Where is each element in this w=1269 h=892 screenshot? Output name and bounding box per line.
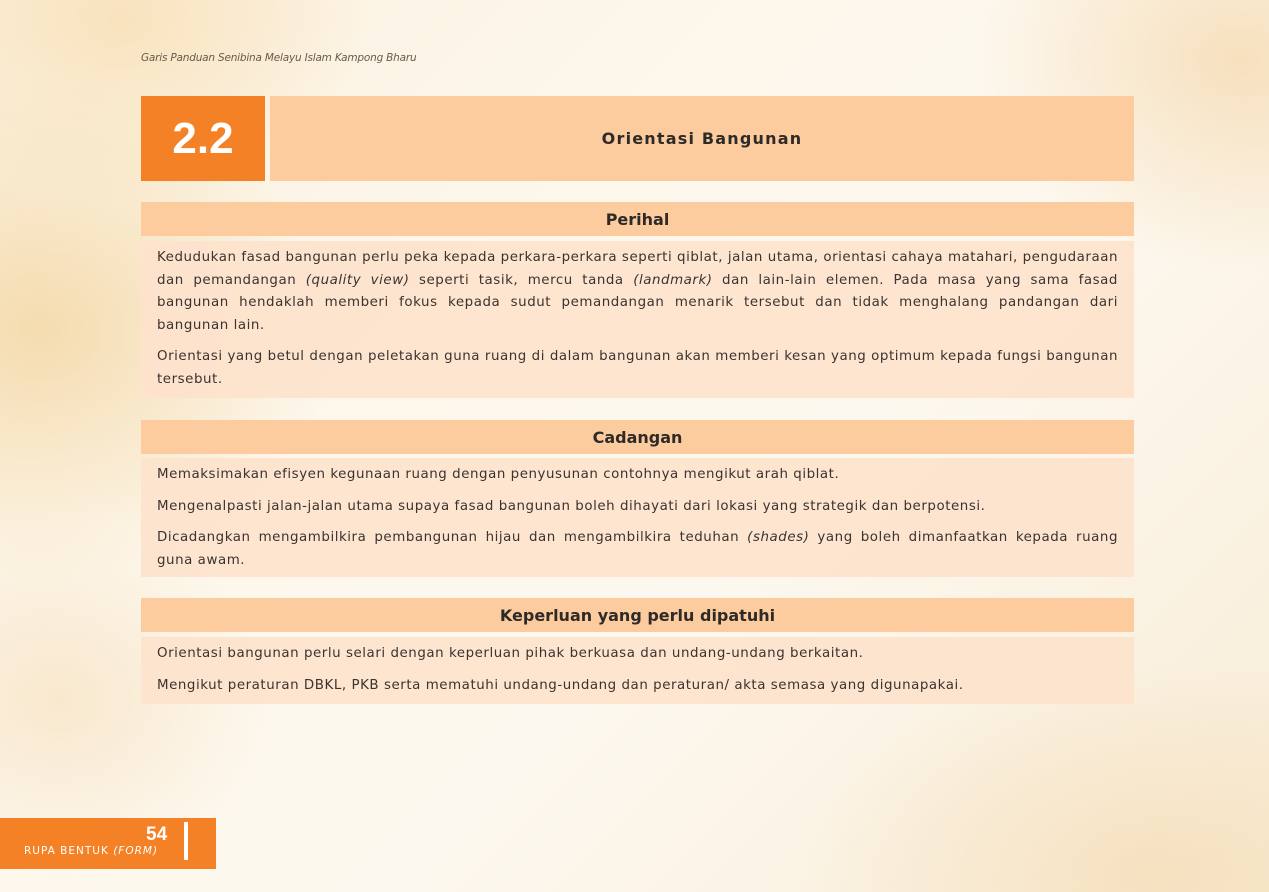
- keperluan-heading: Keperluan yang perlu dipatuhi: [141, 598, 1134, 632]
- section-number: 2.2: [141, 96, 265, 181]
- cadangan-paragraph-3: Dicadangkan mengambilkira pembangunan hijau dan mengambilkira teduhan (shades) yang boleh dimanfaatkan kepada ruang guna awam.: [157, 530, 1118, 568]
- document-header-note: Garis Panduan Senibina Melayu Islam Kampong Bharu: [141, 52, 417, 64]
- cadangan-body: [141, 458, 1134, 577]
- perihal-heading: Perihal: [141, 202, 1134, 236]
- keperluan-paragraph-1: Orientasi bangunan perlu selari dengan keperluan pihak berkuasa dan undang-undang berkaitan.: [157, 646, 864, 661]
- section-title: Orientasi Bangunan: [270, 96, 1134, 181]
- page-number: 54: [146, 824, 168, 845]
- chapter-label: RUPA BENTUK (FORM): [24, 845, 159, 857]
- footer-divider: [184, 822, 188, 860]
- perihal-paragraph-1: Kedudukan fasad bangunan perlu peka kepada perkara-perkara seperti qiblat, jalan utama, orientasi cahaya matahari, pengudaraan dan pemandangan (quality view) seperti tasik, mercu tanda (landmark) dan lain-lain elemen. Pada masa yang sama fasad bangunan hendaklah memberi fokus kepada sudut pemandangan menarik tersebut dan tidak menghalang pandangan dari bangunan lain.: [157, 250, 1118, 333]
- keperluan-paragraph-2: Mengikut peraturan DBKL, PKB serta mematuhi undang-undang dan peraturan/ akta semasa yang digunapakai.: [157, 677, 964, 693]
- perihal-paragraph-2: Orientasi yang betul dengan peletakan guna ruang di dalam bangunan akan memberi kesan yang optimum kepada fungsi bangunan tersebut.: [157, 349, 1118, 387]
- perihal-body: [141, 241, 1134, 398]
- cadangan-heading: Cadangan: [141, 420, 1134, 454]
- cadangan-paragraph-2: Mengenalpasti jalan-jalan utama supaya fasad bangunan boleh dihayati dari lokasi yang strategik dan berpotensi.: [157, 498, 986, 514]
- cadangan-paragraph-1: Memaksimakan efisyen kegunaan ruang dengan penyusunan contohnya mengikut arah qiblat.: [157, 467, 840, 482]
- keperluan-body: [141, 637, 1134, 704]
